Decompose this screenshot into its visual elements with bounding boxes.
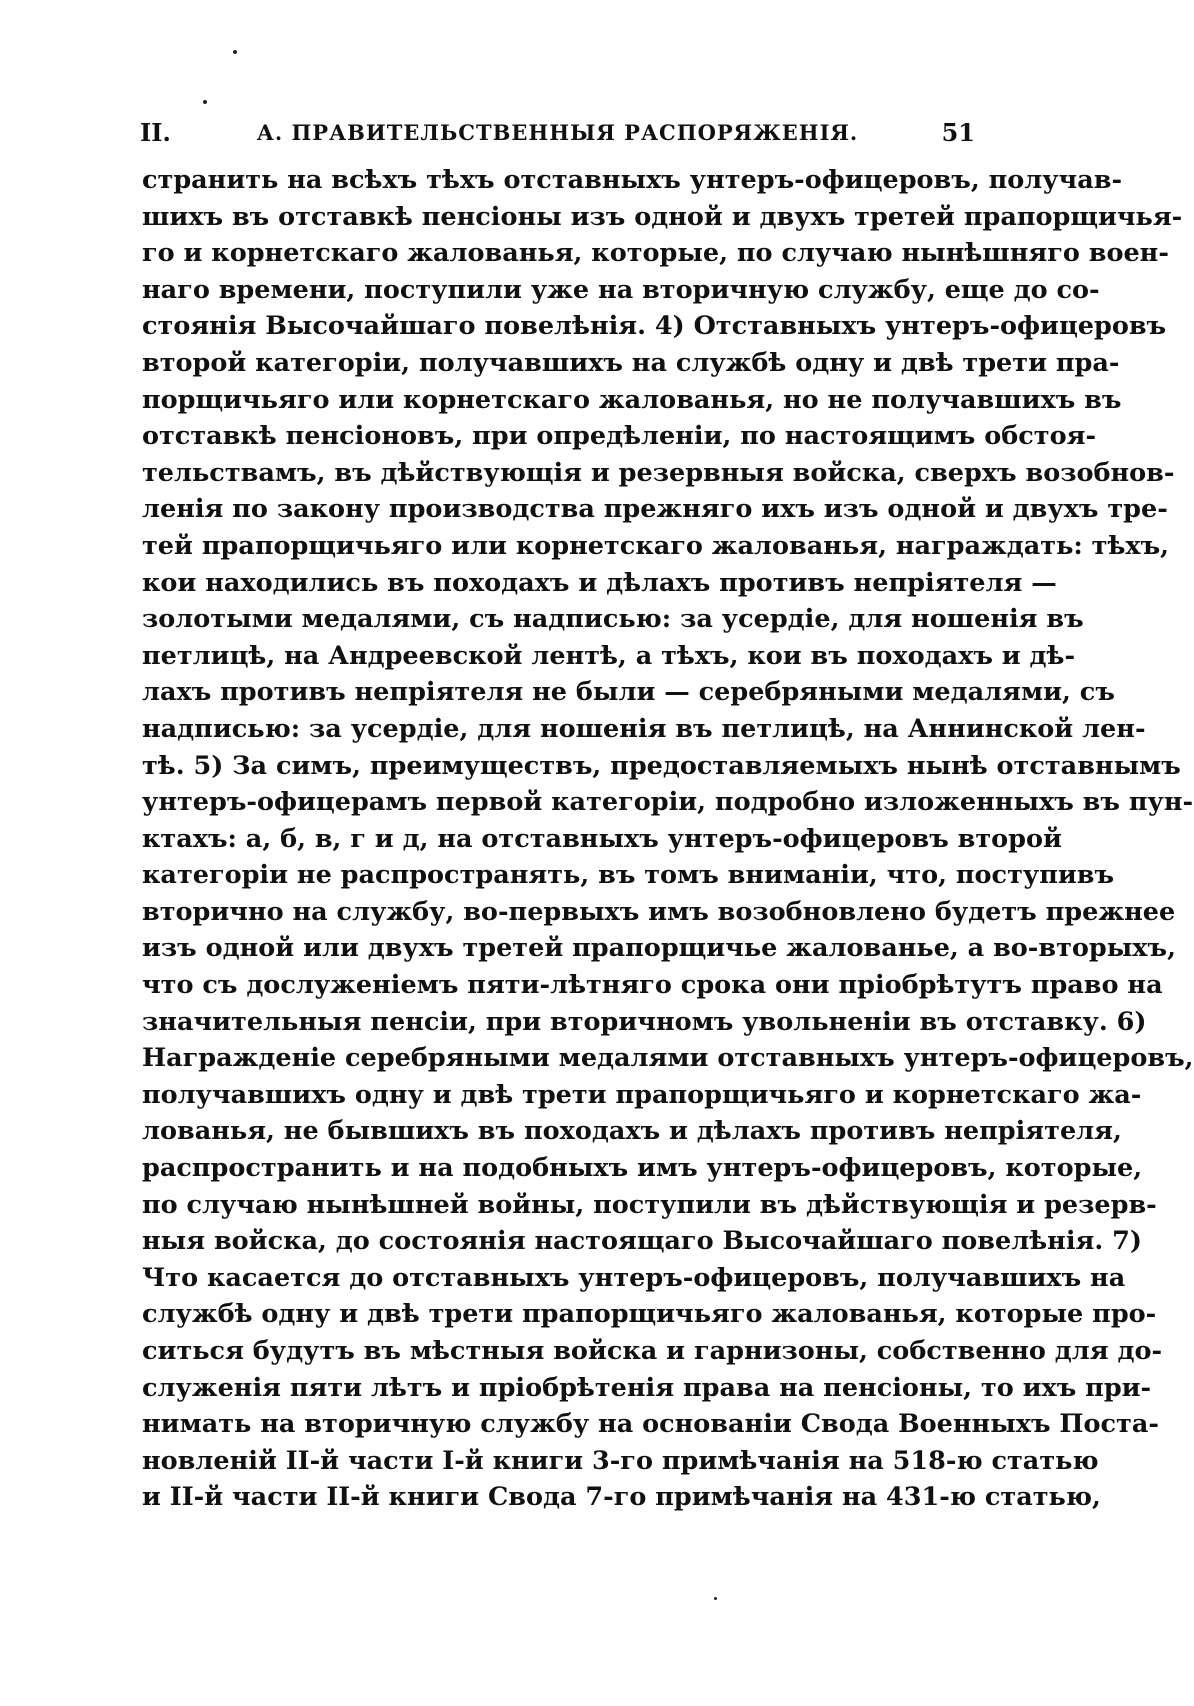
running-title: А. ПРАВИТЕЛЬСТВЕННЫЯ РАСПОРЯЖЕНІЯ. [256, 120, 859, 145]
text-line: изъ одной или двухъ третей прапорщичье жалованье, а во-вторыхъ, [142, 933, 1176, 964]
text-line: значительныя пенсіи, при вторичномъ увольненіи въ отставку. 6) [142, 1006, 1147, 1037]
text-line: золотыми медалями, съ надписью: за усердіе, для ношенія въ [142, 604, 1084, 635]
text-line: стоянія Высочайшаго повелѣнія. 4) Отставныхъ унтеръ-офицеровъ [142, 311, 1167, 342]
text-line: лованья, не бывшихъ въ походахъ и дѣлахъ противъ непріятеля, [142, 1116, 1122, 1147]
text-line: ленія по закону производства прежняго ихъ изъ одной и двухъ тре- [142, 494, 1168, 525]
text-line: наго времени, поступили уже на вторичную службу, еще до со- [142, 274, 1100, 305]
text-line: отставкѣ пенсіоновъ, при опредѣленіи, по настоящимъ обстоя- [142, 421, 1097, 452]
text-line: ныя войска, до состоянія настоящаго Высочайшаго повелѣнія. 7) [142, 1226, 1142, 1257]
text-line: го и корнетскаго жалованья, которые, по случаю нынѣшняго воен- [142, 238, 1169, 269]
text-line: новленій II-й части I-й книги 3-го примѣчанія на 518-ю статью [142, 1445, 1099, 1476]
text-line: службѣ одну и двѣ трети прапорщичьяго жалованья, которые про- [142, 1299, 1157, 1330]
text-line: тѣ. 5) За симъ, преимуществъ, предоставляемыхъ нынѣ отставнымъ [142, 750, 1181, 781]
print-speck [714, 1597, 717, 1600]
text-line: петлицѣ, на Андреевской лентѣ, а тѣхъ, кои въ походахъ и дѣ- [142, 640, 1076, 671]
text-line: тей прапорщичьяго или корнетскаго жалованья, награждать: тѣхъ, [142, 530, 1170, 561]
text-line: унтеръ-офицерамъ первой категоріи, подробно изложенныхъ въ пун- [142, 787, 1194, 818]
text-line: кои находились въ походахъ и дѣлахъ противъ непріятеля — [142, 567, 1057, 598]
text-line: порщичьяго или корнетскаго жалованья, но не получавшихъ въ [142, 384, 1122, 415]
text-line: вторично на службу, во-первыхъ имъ возобновлено будетъ прежнее [142, 896, 1176, 927]
text-line: второй категоріи, получавшихъ на службѣ одну и двѣ трети пра- [142, 347, 1120, 378]
text-line: шихъ въ отставкѣ пенсіоны изъ одной и двухъ третей прапорщичья- [142, 201, 1183, 232]
section-number: II. [140, 118, 171, 147]
text-line: странить на всѣхъ тѣхъ отставныхъ унтеръ-офицеровъ, получав- [142, 165, 1123, 195]
text-line: и II-й части II-й книги Свода 7-го примѣчанія на 431-ю статью, [142, 1482, 1101, 1513]
running-header [140, 118, 975, 150]
text-line: Награжденіе серебряными медалями отставныхъ унтеръ-офицеровъ, [142, 1043, 1194, 1074]
print-speck [233, 50, 237, 54]
text-line: по случаю нынѣшней войны, поступили въ дѣйствующія и резерв- [142, 1189, 1157, 1220]
text-line: ктахъ: а, б, в, г и д, на отставныхъ унтеръ-офицеровъ второй [142, 823, 1062, 854]
text-line: ситься будутъ въ мѣстныя войска и гарнизоны, собственно для до- [142, 1336, 1163, 1366]
text-line: надписью: за усердіе, для ношенія въ петлицѣ, на Аннинской лен- [142, 713, 1146, 744]
body-text [142, 162, 1194, 1516]
text-line: что съ дослуженіемъ пяти-лѣтняго срока они пріобрѣтутъ право на [142, 970, 1163, 1001]
page-number: 51 [941, 118, 975, 147]
text-line: тельствамъ, въ дѣйствующія и резервныя войска, сверхъ возобнов- [142, 457, 1175, 488]
text-line: служенія пяти лѣтъ и пріобрѣтенія права на пенсіоны, то ихъ при- [142, 1372, 1152, 1403]
text-line: лахъ противъ непріятеля не были — серебряными медалями, съ [142, 677, 1115, 708]
print-speck [203, 100, 207, 104]
text-line: Что касается до отставныхъ унтеръ-офицеровъ, получавшихъ на [142, 1262, 1126, 1293]
text-line: нимать на вторичную службу на основаніи Свода Военныхъ Поста- [142, 1409, 1159, 1440]
text-line: распространить и на подобныхъ имъ унтеръ-офицеровъ, которые, [142, 1153, 1143, 1184]
text-line: получавшихъ одну и двѣ трети прапорщичьяго и корнетскаго жа- [142, 1079, 1142, 1110]
text-line: категоріи не распространять, въ томъ вниманіи, что, поступивъ [142, 860, 1115, 891]
